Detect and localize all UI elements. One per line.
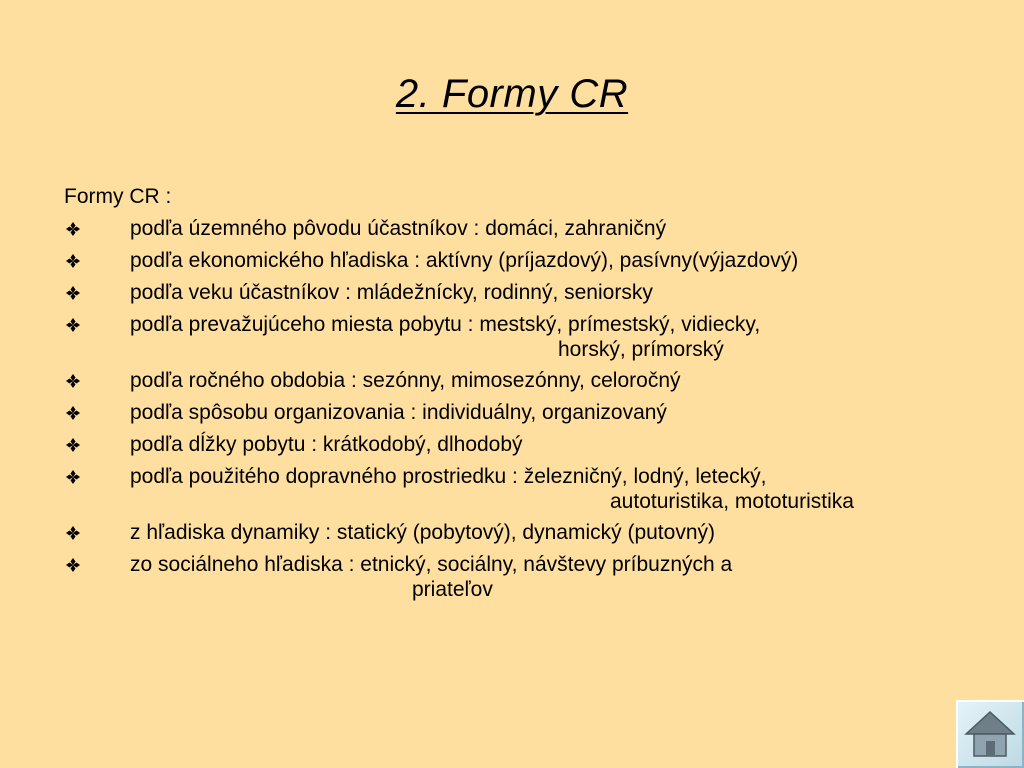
list-item-text: z hľadiska dynamiky : statický (pobytový), dynamický (putovný): [130, 521, 715, 544]
four-diamond-bullet-icon: [66, 406, 80, 420]
list-item-continuation: autoturistika, mototuristika: [610, 490, 854, 513]
list-item-text: zo sociálneho hľadiska : etnický, sociálny, návštevy príbuzných a: [130, 553, 733, 576]
list-item: [64, 549, 964, 605]
list-item-text: podľa územného pôvodu účastníkov : domáci, zahraničný: [130, 217, 667, 240]
four-diamond-bullet-icon: [66, 470, 80, 484]
list-item: [64, 517, 964, 549]
four-diamond-bullet-icon: [66, 438, 80, 452]
list-item-text: podľa ročného obdobia : sezónny, mimosezónny, celoročný: [130, 369, 681, 392]
list-item-text: podľa ekonomického hľadiska : aktívny (príjazdový), pasívny(výjazdový): [130, 249, 799, 272]
list-item-continuation: horský, prímorský: [558, 338, 724, 361]
list-item-text: podľa spôsobu organizovania : individuálny, organizovaný: [130, 401, 667, 424]
list-item-text: podľa dĺžky pobytu : krátkodobý, dlhodobý: [130, 433, 523, 456]
list-item-text: podľa použitého dopravného prostriedku : železničný, lodný, letecký,: [130, 465, 767, 488]
list-item: [64, 277, 964, 309]
four-diamond-bullet-icon: [66, 318, 80, 332]
list-item: [64, 461, 964, 517]
list-item: [64, 213, 964, 245]
list-item-continuation: priateľov: [412, 578, 493, 601]
list-item: [64, 365, 964, 397]
home-icon: [962, 706, 1018, 762]
home-button[interactable]: [956, 700, 1024, 768]
list-item-text: podľa veku účastníkov : mládežnícky, rodinný, seniorsky: [130, 281, 653, 304]
four-diamond-bullet-icon: [66, 526, 80, 540]
list-item: [64, 429, 964, 461]
four-diamond-bullet-icon: [66, 374, 80, 388]
list-item: [64, 397, 964, 429]
intro-line: Formy CR :: [64, 185, 172, 208]
four-diamond-bullet-icon: [66, 254, 80, 268]
slide-content: [64, 181, 964, 605]
list-item: [64, 309, 964, 365]
slide-title: 2. Formy CR: [395, 72, 629, 116]
list-item-text: podľa prevažujúceho miesta pobytu : mestský, prímestský, vidiecky,: [130, 313, 761, 336]
list-item: [64, 245, 964, 277]
four-diamond-bullet-icon: [66, 558, 80, 572]
four-diamond-bullet-icon: [66, 222, 80, 236]
four-diamond-bullet-icon: [66, 286, 80, 300]
